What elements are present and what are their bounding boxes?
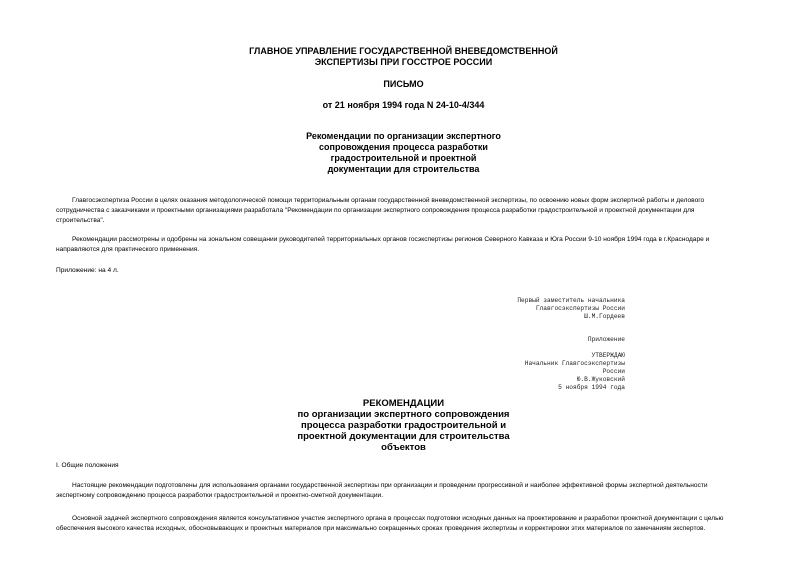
doc-type: ПИСЬМО [383, 79, 424, 89]
letter-title-line1: Рекомендации по организации экспертного [306, 131, 501, 141]
approver-position-line2: России [602, 368, 625, 375]
letter-p1-line1: Главгосэкспертиза России в целях оказания методологической помощи территориальным органам государственной вневедомственной экспертизы, по освоению новых форм экспертной работы и делового [72, 197, 705, 204]
approver-name: Ю.В.Жуковский [576, 376, 625, 383]
letter-paragraph-1 [40, 196, 768, 226]
section1-p1-line2: экспертному сопровождению процесса разработки градостроительной и проектно-сметной документации. [56, 492, 384, 499]
recommendations-title-line1: РЕКОМЕНДАЦИИ [362, 398, 445, 409]
attachment-note: Приложение: на 4 л. [56, 267, 119, 274]
letter-title-line4: документации для строительства [327, 164, 480, 174]
signature-line1: Первый заместитель начальника [517, 297, 625, 304]
letter-title-line2: сопровождения процесса разработки [319, 142, 488, 152]
section1-paragraph-1 [40, 481, 768, 501]
recommendations-title-line3: процесса разработки градостроительной и [300, 420, 507, 431]
signature-name: Ш.М.Гордеев [584, 313, 625, 320]
section1-p2-line2: обеспечения высокого качества исходных, обосновывающих и проектных материалов при максимально сокращенных сроках проведения экспертизы и корректировки этих материалов по замечаниям экспертов. [56, 525, 706, 532]
letter-p1-line2: сотрудничества с заказчиками и проектными организациями разработала "Рекомендации по организации экспертного сопровождения процесса разработки градостроительной и проектной документации для [56, 207, 695, 214]
section1-p1-line1: Настоящие рекомендации подготовлены для использования органами государственной экспертизы при организации и проведении прогрессивной и наиболее эффективной формы экспертной деятельности [72, 482, 708, 489]
section-heading: I. Общие положения [56, 462, 119, 469]
section1-p2-line1: Основной задачей экспертного сопровождения является консультативное участие экспертного органа в процессах подготовки исходных данных на проектирование и разработки проектной документации с целью [72, 515, 724, 522]
doc-date: от 21 ноября 1994 года N 24-10-4/344 [322, 100, 485, 110]
recommendations-title-line4: проектной документации для строительства [297, 431, 510, 442]
signature-line2: Главгосэкспертизы России [535, 305, 625, 312]
letter-title-line3: градостроительной и проектной [330, 153, 477, 163]
org-name-line1: ГЛАВНОЕ УПРАВЛЕНИЕ ГОСУДАРСТВЕННОЙ ВНЕВЕДОМСТВЕННОЙ [249, 46, 558, 56]
letter-p1-line3: строительства". [56, 217, 105, 224]
section1-paragraph-2 [40, 514, 768, 534]
approver-position-line1: Начальник Главгосэкспертизы [524, 360, 625, 367]
approved-label: УТВЕРЖДАЮ [591, 352, 625, 359]
org-name-line2: ЭКСПЕРТИЗЫ ПРИ ГОССТРОЕ РОССИИ [314, 57, 493, 67]
letter-paragraph-2 [40, 235, 768, 255]
letter-p2-line1: Рекомендации рассмотрены и одобрены на зональном совещании руководителей территориальных органов госэкспертизы регионов Северного Кавказа и Юга России 9-10 ноября 1994 года в г.Краснодаре и [72, 236, 710, 243]
recommendations-title-line5: объектов [381, 442, 426, 453]
recommendations-title-line2: по организации экспертного сопровождения [297, 409, 510, 420]
appendix-label: Приложение [587, 336, 625, 343]
letter-p2-line2: направляются для практического применения. [56, 246, 200, 253]
approval-date: 5 ноября 1994 года [558, 384, 625, 391]
